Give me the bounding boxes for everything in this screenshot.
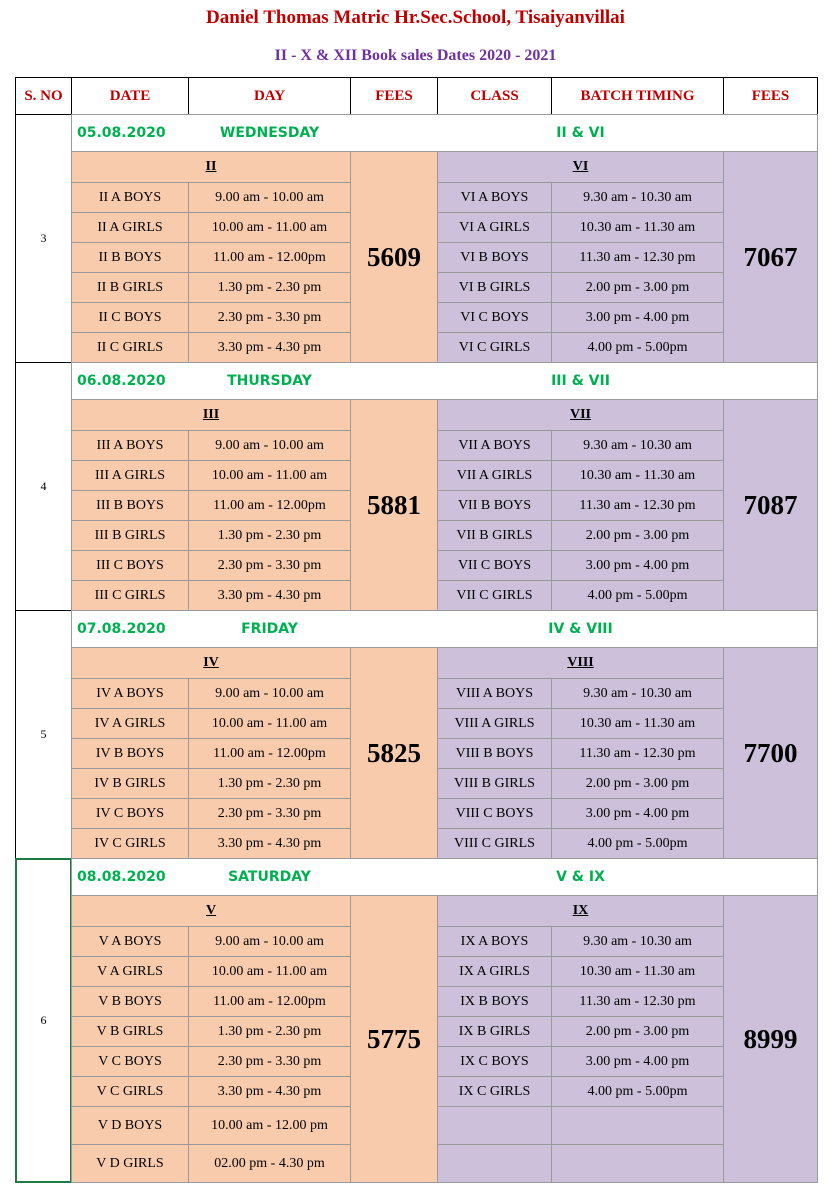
batch-time-left[interactable]: 1.30 pm - 2.30 pm [188, 272, 351, 303]
class-batch-right[interactable]: IX A GIRLS [437, 956, 552, 987]
batch-time-right[interactable]: 4.00 pm - 5.00pm [551, 332, 724, 363]
batch-time-left[interactable]: 1.30 pm - 2.30 pm [188, 768, 351, 799]
left-fee[interactable]: 5825 [350, 647, 438, 859]
class-batch-left[interactable]: V B GIRLS [71, 1016, 189, 1047]
class-batch-right[interactable]: IX B BOYS [437, 986, 552, 1017]
right-group-header[interactable]: VIII [437, 647, 724, 679]
day-header[interactable]: DAY [188, 77, 351, 115]
class-batch-left[interactable]: IV B GIRLS [71, 768, 189, 799]
batch-timing-header[interactable]: BATCH TIMING [551, 77, 724, 115]
class-batch-right[interactable]: VIII B BOYS [437, 738, 552, 769]
batch-time-left[interactable]: 9.00 am - 10.00 am [188, 430, 351, 461]
page-subtitle: II - X & XII Book sales Dates 2020 - 2021 [274, 47, 557, 64]
class-batch-left[interactable]: II B BOYS [71, 242, 189, 273]
batch-time-right[interactable]: 3.00 pm - 4.00 pm [551, 550, 724, 581]
batch-time-left[interactable]: 3.30 pm - 4.30 pm [188, 828, 351, 859]
class-batch-right[interactable] [437, 1106, 552, 1145]
class-pair-label: III & VII [551, 373, 610, 389]
batch-time-right[interactable]: 3.00 pm - 4.00 pm [551, 798, 724, 829]
class-batch-right[interactable]: IX C BOYS [437, 1046, 552, 1077]
batch-time-right[interactable]: 4.00 pm - 5.00pm [551, 1076, 724, 1107]
class-batch-left[interactable]: III C GIRLS [71, 580, 189, 611]
batch-time-left[interactable]: 9.00 am - 10.00 am [188, 678, 351, 709]
batch-time-right[interactable]: 10.30 am - 11.30 am [551, 460, 724, 491]
right-group-header[interactable]: VII [437, 399, 724, 431]
class-batch-left[interactable]: IV A BOYS [71, 678, 189, 709]
batch-time-left[interactable]: 11.00 am - 12.00pm [188, 490, 351, 521]
batch-time-right[interactable]: 9.30 am - 10.30 am [551, 926, 724, 957]
class-batch-left[interactable]: III B BOYS [71, 490, 189, 521]
batch-time-right[interactable]: 9.30 am - 10.30 am [551, 678, 724, 709]
class-batch-right[interactable]: VIII A GIRLS [437, 708, 552, 739]
class-batch-right[interactable]: VIII C BOYS [437, 798, 552, 829]
class-batch-right[interactable]: VII B GIRLS [437, 520, 552, 551]
class-header[interactable]: CLASS [437, 77, 552, 115]
batch-time-left[interactable]: 2.30 pm - 3.30 pm [188, 798, 351, 829]
class-batch-left[interactable]: II C BOYS [71, 302, 189, 333]
class-pair-label: V & IX [556, 869, 605, 885]
sno-cell[interactable]: 3 [15, 114, 72, 363]
day-label: SATURDAY [228, 869, 311, 885]
class-batch-right[interactable]: VII C GIRLS [437, 580, 552, 611]
batch-time-left[interactable]: 3.30 pm - 4.30 pm [188, 580, 351, 611]
class-batch-right[interactable]: IX B GIRLS [437, 1016, 552, 1047]
class-batch-left[interactable]: III B GIRLS [71, 520, 189, 551]
batch-time-right[interactable]: 4.00 pm - 5.00pm [551, 828, 724, 859]
batch-time-right[interactable]: 2.00 pm - 3.00 pm [551, 1016, 724, 1047]
batch-time-left[interactable]: 3.30 pm - 4.30 pm [188, 1076, 351, 1107]
class-batch-left[interactable]: V C BOYS [71, 1046, 189, 1077]
class-batch-right[interactable]: VI A GIRLS [437, 212, 552, 243]
class-batch-right[interactable]: IX A BOYS [437, 926, 552, 957]
batch-time-right[interactable]: 9.30 am - 10.30 am [551, 182, 724, 213]
batch-time-left[interactable]: 2.30 pm - 3.30 pm [188, 550, 351, 581]
right-fee[interactable]: 7700 [723, 647, 818, 859]
class-batch-left[interactable]: V D BOYS [71, 1106, 189, 1145]
day-label: THURSDAY [227, 373, 312, 389]
date-label: 07.08.2020 [77, 621, 166, 637]
left-fee[interactable]: 5775 [350, 895, 438, 1183]
batch-time-right[interactable] [551, 1106, 724, 1145]
class-batch-right[interactable]: VI A BOYS [437, 182, 552, 213]
batch-time-left[interactable]: 11.00 am - 12.00pm [188, 986, 351, 1017]
class-batch-left[interactable]: II A GIRLS [71, 212, 189, 243]
day-label: WEDNESDAY [219, 125, 320, 141]
class-batch-left[interactable]: V A GIRLS [71, 956, 189, 987]
class-batch-right[interactable]: VIII C GIRLS [437, 828, 552, 859]
left-fee[interactable]: 5881 [350, 399, 438, 611]
batch-time-left[interactable]: 1.30 pm - 2.30 pm [188, 520, 351, 551]
batch-time-right[interactable]: 11.30 am - 12.30 pm [551, 242, 724, 273]
class-batch-right[interactable]: VIII A BOYS [437, 678, 552, 709]
class-batch-left[interactable]: V A BOYS [71, 926, 189, 957]
class-batch-left[interactable]: II A BOYS [71, 182, 189, 213]
sno-cell[interactable]: 4 [15, 362, 72, 611]
class-batch-left[interactable]: IV C GIRLS [71, 828, 189, 859]
batch-time-left[interactable]: 02.00 pm - 4.30 pm [188, 1144, 351, 1183]
batch-time-right[interactable]: 3.00 pm - 4.00 pm [551, 1046, 724, 1077]
class-pair-label: IV & VIII [548, 621, 613, 637]
batch-time-left[interactable]: 2.30 pm - 3.30 pm [188, 1046, 351, 1077]
class-batch-left[interactable]: II B GIRLS [71, 272, 189, 303]
class-batch-right[interactable]: VI B BOYS [437, 242, 552, 273]
right-fee[interactable]: 7067 [723, 151, 818, 363]
class-batch-left[interactable]: III A BOYS [71, 430, 189, 461]
batch-time-right[interactable]: 2.00 pm - 3.00 pm [551, 272, 724, 303]
class-batch-left[interactable]: II C GIRLS [71, 332, 189, 363]
batch-time-left[interactable]: 2.30 pm - 3.30 pm [188, 302, 351, 333]
sno-header[interactable]: S. NO [15, 77, 72, 115]
left-group-header[interactable]: IV [71, 647, 351, 679]
batch-time-right[interactable]: 11.30 am - 12.30 pm [551, 986, 724, 1017]
batch-time-left[interactable]: 11.00 am - 12.00pm [188, 738, 351, 769]
right-fee[interactable]: 7087 [723, 399, 818, 611]
class-batch-right[interactable]: VI C GIRLS [437, 332, 552, 363]
batch-time-right[interactable]: 10.30 am - 11.30 am [551, 956, 724, 987]
batch-time-left[interactable]: 11.00 am - 12.00pm [188, 242, 351, 273]
sno-cell[interactable]: 6 [15, 858, 72, 1183]
left-group-header[interactable]: V [71, 895, 351, 927]
class-batch-left[interactable]: IV C BOYS [71, 798, 189, 829]
class-batch-left[interactable]: V D GIRLS [71, 1144, 189, 1183]
class-batch-left[interactable]: V B BOYS [71, 986, 189, 1017]
batch-time-left[interactable]: 10.00 am - 11.00 am [188, 708, 351, 739]
date-label: 08.08.2020 [77, 869, 166, 885]
batch-time-left[interactable]: 10.00 am - 12.00 pm [188, 1106, 351, 1145]
page-title: Daniel Thomas Matric Hr.Sec.School, Tisaiyanvillai [206, 7, 625, 28]
batch-time-left[interactable]: 9.00 am - 10.00 am [188, 182, 351, 213]
batch-time-right[interactable]: 3.00 pm - 4.00 pm [551, 302, 724, 333]
class-batch-right[interactable]: VI C BOYS [437, 302, 552, 333]
date-label: 06.08.2020 [77, 373, 166, 389]
class-batch-right[interactable]: VI B GIRLS [437, 272, 552, 303]
class-batch-left[interactable]: IV A GIRLS [71, 708, 189, 739]
fees-header-left[interactable]: FEES [350, 77, 438, 115]
batch-time-left[interactable]: 10.00 am - 11.00 am [188, 956, 351, 987]
right-group-header[interactable]: VI [437, 151, 724, 183]
batch-time-left[interactable]: 10.00 am - 11.00 am [188, 460, 351, 491]
batch-time-right[interactable]: 10.30 am - 11.30 am [551, 708, 724, 739]
class-batch-left[interactable]: V C GIRLS [71, 1076, 189, 1107]
class-batch-right[interactable]: VII C BOYS [437, 550, 552, 581]
right-group-header[interactable]: IX [437, 895, 724, 927]
class-batch-left[interactable]: III A GIRLS [71, 460, 189, 491]
class-batch-right[interactable]: VII B BOYS [437, 490, 552, 521]
batch-time-right[interactable] [551, 1144, 724, 1183]
left-group-header[interactable]: III [71, 399, 351, 431]
right-fee[interactable]: 8999 [723, 895, 818, 1183]
batch-time-right[interactable]: 11.30 am - 12.30 pm [551, 490, 724, 521]
batch-time-left[interactable]: 10.00 am - 11.00 am [188, 212, 351, 243]
class-batch-right[interactable] [437, 1144, 552, 1183]
class-batch-right[interactable]: VIII B GIRLS [437, 768, 552, 799]
class-pair-label: II & VI [556, 125, 605, 141]
class-batch-left[interactable]: III C BOYS [71, 550, 189, 581]
batch-time-right[interactable]: 10.30 am - 11.30 am [551, 212, 724, 243]
batch-time-right[interactable]: 2.00 pm - 3.00 pm [551, 768, 724, 799]
left-fee[interactable]: 5609 [350, 151, 438, 363]
batch-time-right[interactable]: 4.00 pm - 5.00pm [551, 580, 724, 611]
date-header[interactable]: DATE [71, 77, 189, 115]
batch-time-left[interactable]: 9.00 am - 10.00 am [188, 926, 351, 957]
class-batch-left[interactable]: IV B BOYS [71, 738, 189, 769]
batch-time-right[interactable]: 2.00 pm - 3.00 pm [551, 520, 724, 551]
batch-time-right[interactable]: 9.30 am - 10.30 am [551, 430, 724, 461]
batch-time-right[interactable]: 11.30 am - 12.30 pm [551, 738, 724, 769]
left-group-header[interactable]: II [71, 151, 351, 183]
sno-cell[interactable]: 5 [15, 610, 72, 859]
batch-time-left[interactable]: 3.30 pm - 4.30 pm [188, 332, 351, 363]
class-batch-right[interactable]: VII A BOYS [437, 430, 552, 461]
class-batch-right[interactable]: VII A GIRLS [437, 460, 552, 491]
batch-time-left[interactable]: 1.30 pm - 2.30 pm [188, 1016, 351, 1047]
date-label: 05.08.2020 [77, 125, 166, 141]
day-label: FRIDAY [241, 621, 298, 637]
class-batch-right[interactable]: IX C GIRLS [437, 1076, 552, 1107]
fees-header-right[interactable]: FEES [723, 77, 818, 115]
